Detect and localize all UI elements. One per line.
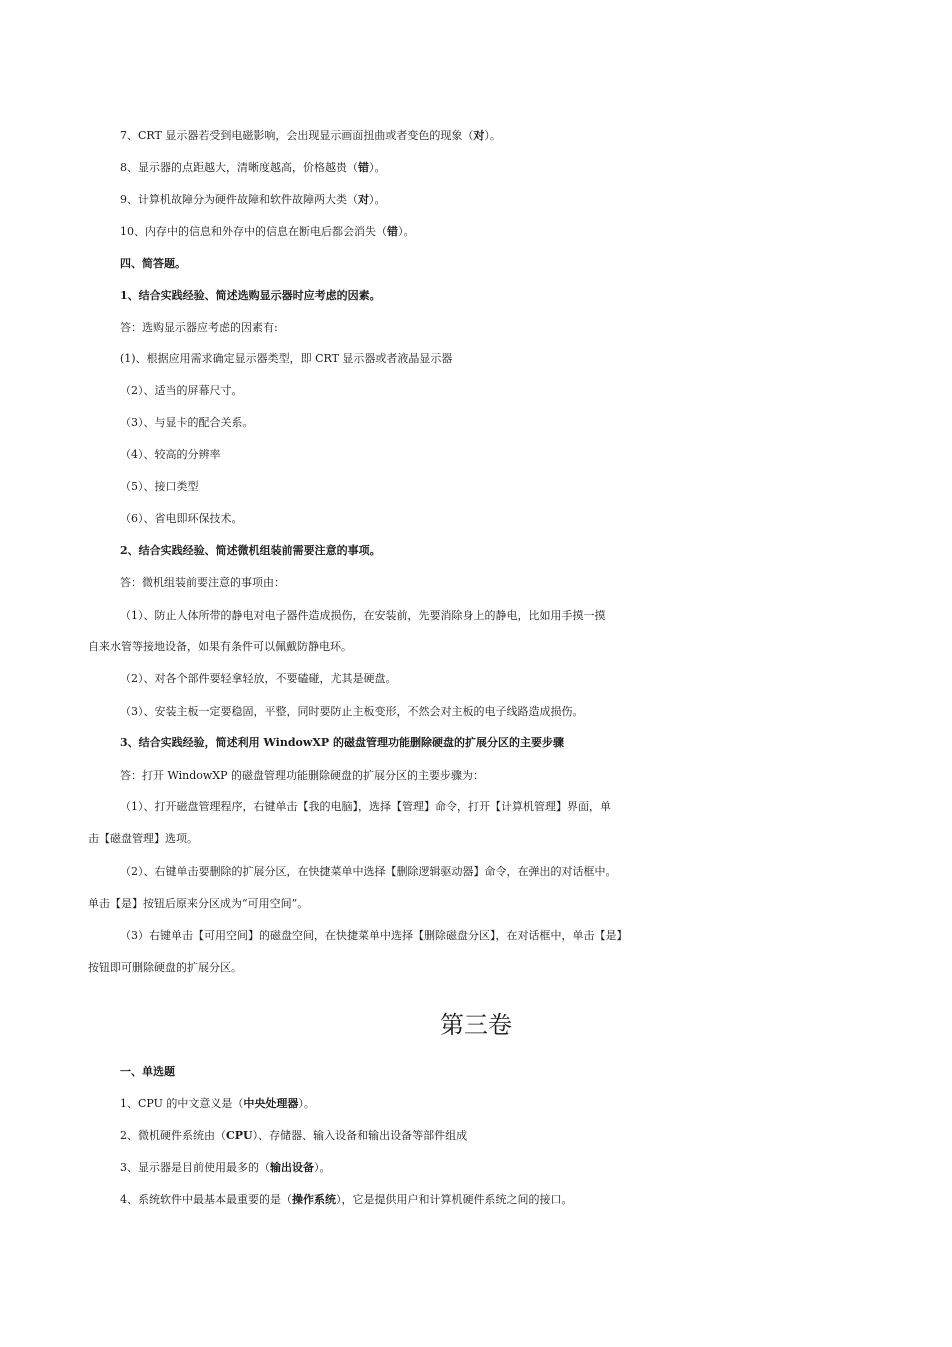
question-2: 2、结合实践经验、简述微机组装前需要注意的事项。 (120, 544, 381, 557)
tf-item-8: 8、显示器的点距越大，清晰度越高，价格越贵（错）。 (120, 161, 386, 174)
tf-item-7: 7、CRT 显示器若受到电磁影响，会出现显示画面扭曲或者变色的现象（对）。 (120, 129, 501, 142)
answer-3-step-1-line-1: （1）、打开磁盘管理程序，右键单击【我的电脑】，选择【管理】命令，打开【计算机管理】界面，单 (120, 800, 611, 813)
answer-2-item-2: （2）、对各个部件要轻拿轻放，不要磕碰，尤其是硬盘。 (120, 672, 397, 685)
answer-1-item: （4）、较高的分辨率 (120, 448, 221, 461)
tf-item-10: 10、内存中的信息和外存中的信息在断电后都会消失（错）。 (120, 225, 415, 238)
volume-title: 第三卷 (440, 1011, 512, 1039)
answer-3-step-3-line-1: （3）右键单击【可用空间】的磁盘空间，在快捷菜单中选择【删除磁盘分区】，在对话框中，单击【是】 (120, 929, 628, 942)
answer-1-intro: 答：选购显示器应考虑的因素有: (120, 321, 278, 334)
answer-1-item: （6）、省电即环保技术。 (120, 512, 243, 525)
answer-1-item: (1)、根据应用需求确定显示器类型，即 CRT 显示器或者液晶显示器 (120, 352, 453, 365)
answer-1-item: （2）、适当的屏幕尺寸。 (120, 384, 243, 397)
answer-3-step-2-line-1: （2）、右键单击要删除的扩展分区，在快捷菜单中选择【删除逻辑驱动器】命令，在弹出的对话框中。 (120, 865, 617, 878)
question-1: 1、结合实践经验、简述选购显示器时应考虑的因素。 (120, 289, 381, 302)
tf-item-9: 9、计算机故障分为硬件故障和软件故障两大类（对）。 (120, 193, 386, 206)
choice-item-1: 1、CPU 的中文意义是（中央处理器）。 (120, 1097, 315, 1110)
answer-3-step-1-line-2: 击【磁盘管理】选项。 (88, 832, 198, 845)
choice-item-4: 4、系统软件中最基本最重要的是（操作系统），它是提供用户和计算机硬件系统之间的接口。 (120, 1193, 573, 1206)
answer-2-intro: 答：微机组装前要注意的事项由： (120, 576, 285, 589)
answer-2-item-3: （3）、安装主板一定要稳固，平整，同时要防止主板变形，不然会对主板的电子线路造成损伤。 (120, 705, 584, 718)
answer-3-step-3-line-2: 按钮即可删除硬盘的扩展分区。 (88, 961, 242, 974)
answer-2-item-1-line-1: （1）、防止人体所带的静电对电子器件造成损伤，在安装前，先要消除身上的静电，比如用手摸一摸 (120, 609, 606, 622)
answer-3-intro: 答：打开 WindowXP 的磁盘管理功能删除硬盘的扩展分区的主要步骤为： (120, 769, 485, 782)
answer-3-step-2-line-2: 单击【是】按钮后原来分区成为“可用空间”。 (88, 897, 309, 910)
choice-item-3: 3、显示器是目前使用最多的（输出设备）。 (120, 1161, 331, 1174)
question-3: 3、结合实践经验，简述利用 WindowXP 的磁盘管理功能删除硬盘的扩展分区的主要步骤 (120, 736, 564, 749)
answer-1-item: （3）、与显卡的配合关系。 (120, 416, 254, 429)
choice-item-2: 2、微机硬件系统由（CPU）、存储器、输入设备和输出设备等部件组成 (120, 1129, 468, 1142)
answer-1-item: （5）、接口类型 (120, 480, 199, 493)
section-title-short-answer: 四、简答题。 (120, 257, 186, 270)
answer-2-item-1-line-2: 自来水管等接地设备，如果有条件可以佩戴防静电环。 (88, 640, 352, 653)
section-title-single-choice: 一、单选题 (120, 1065, 175, 1078)
